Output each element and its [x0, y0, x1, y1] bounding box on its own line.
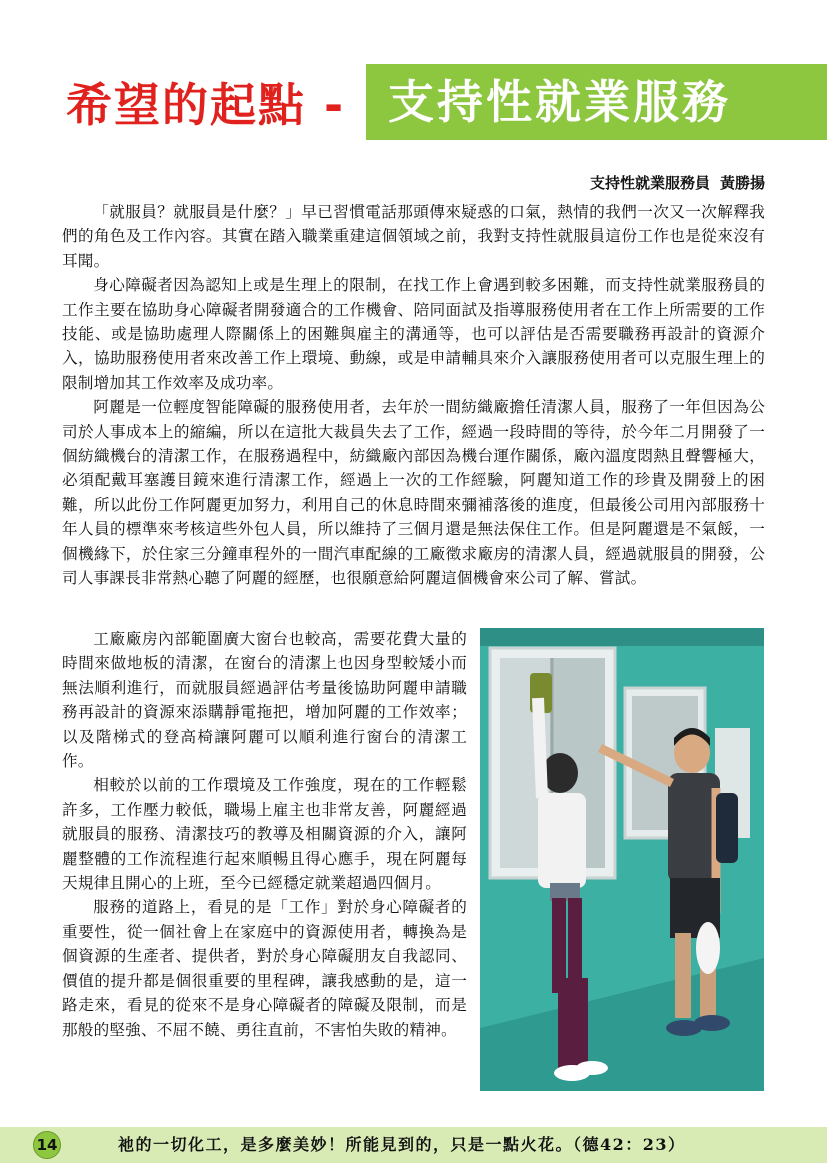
paragraph-intro: 「就服員？就服員是什麼？」早已習慣電話那頭傳來疑惑的口氣，熱情的我們一次又一次解釋我們的角色及工作內容。其實在踏入職業重建這個領域之前，我對支持性就服員這份工作也是從來沒有耳聞。: [62, 203, 765, 270]
byline: [590, 172, 765, 193]
article-body-top: [62, 200, 765, 591]
paragraph-reflection: 服務的道路上，看見的是「工作」對於身心障礙者的重要性，從一個社會上在家庭中的資源使用者，轉換為是個資源的生產者、提供者，對於身心障礙朋友自我認同、價值的提升都是個很重要的里程碑，讓我感動的是，這一路走來，看見的從來不是身心障礙者的障礙及限制，而是那般的堅強、不屈不饒、勇往直前，不害怕失敗的精神。: [62, 898, 467, 1039]
paragraph-resources: 工廠廠房內部範圍廣大窗台也較高，需要花費大量的時間來做地板的清潔，在窗台的清潔上也因身型較矮小而無法順利進行，而就服員經過評估考量後協助阿麗申請職務再設計的資源來添購靜電拖把，增加阿麗的工作效率；以及階梯式的登高椅讓阿麗可以順利進行窗台的清潔工作。: [62, 630, 467, 771]
paragraph-progress: 相較於以前的工作環境及工作強度，現在的工作輕鬆許多，工作壓力較低，職場上雇主也非常友善，阿麗經過就服員的服務、清潔技巧的教導及相關資源的介入，讓阿麗整體的工作流程進行起來順暢且得心應手，現在阿麗每天規律且開心的上班，至今已經穩定就業超過四個月。: [62, 776, 467, 893]
paragraph-role: 身心障礙者因為認知上或是生理上的限制，在找工作上會遇到較多困難，而支持性就業服務員的工作主要在協助身心障礙者開發適合的工作機會、陪同面試及指導服務使用者在工作上所需要的工作技能、或是協助處理人際關係上的困難與雇主的溝通等，也可以評估是否需要職務再設計的資源介入，協助服務使用者來改善工作上環境、動線，或是申請輔具來介入讓服務使用者可以克服生理上的限制增加其工作效率及成功率。: [62, 276, 765, 392]
footer-verse: 祂的一切化工，是多麼美妙！所能見到的，只是一點火花。（德42：23）: [118, 1135, 686, 1154]
title-left: 希望的起點 -: [66, 78, 346, 132]
photo-window-cleaning: [480, 628, 764, 1091]
title-right-banner: 支持性就業服務: [366, 64, 827, 140]
byline-name: 黃勝揚: [719, 174, 765, 192]
page-number: 14: [33, 1131, 61, 1159]
paragraph-case: 阿麗是一位輕度智能障礙的服務使用者，去年於一間紡織廠擔任清潔人員，服務了一年但因為公司於人事成本上的縮編，所以在這批大裁員失去了工作，經過一段時間的等待，於今年二月開發了一個紡織機台的清潔工作，在服務過程中，紡織廠內部因為機台運作關係，廠內溫度悶熱且聲響極大，必須配戴耳塞護目鏡來進行清潔工作，經過上一次的工作經驗，阿麗知道工作的珍貴及開發上的困難，所以此份工作阿麗更加努力，利用自己的休息時間來彌補落後的進度，但最後公司用內部服務十年人員的標準來考核這些外包人員，所以維持了三個月還是無法保住工作。但是阿麗還是不氣餒，一個機緣下，於住家三分鐘車程外的一間汽車配線的工廠徵求廠房的清潔人員，經過就服員的開發，公司人事課長非常熱心聽了阿麗的經歷，也很願意給阿麗這個機會來公司了解、嘗試。: [62, 398, 765, 588]
byline-role: 支持性就業服務員: [589, 174, 710, 192]
footer-bar: [0, 1127, 827, 1163]
